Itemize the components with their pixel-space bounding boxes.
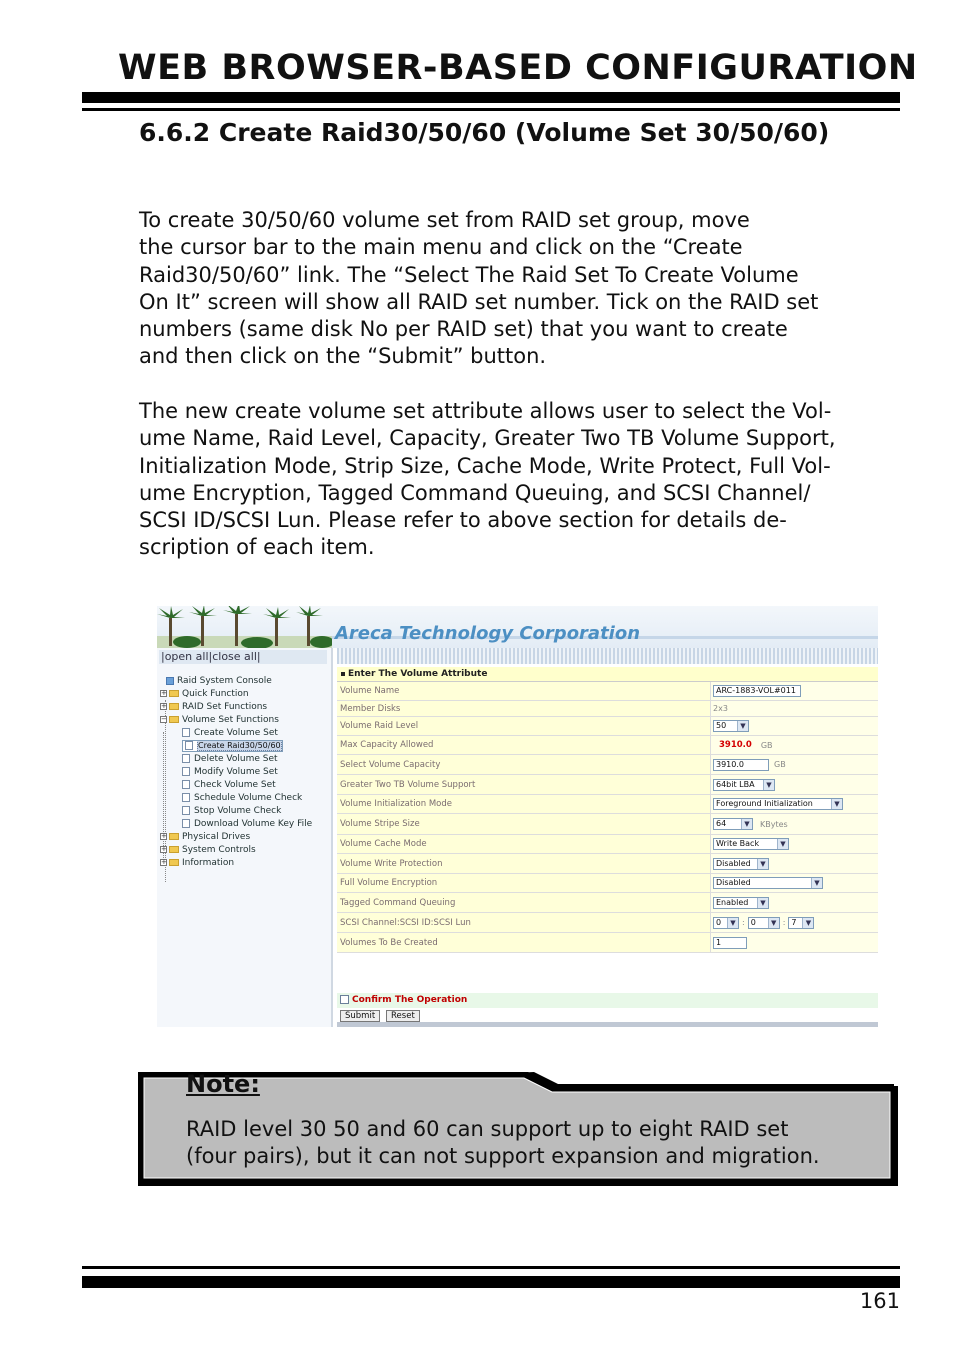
two-tb-select[interactable]: 64bit LBA ▼ [713, 779, 775, 791]
tree-item-create-volume-set[interactable]: Create Volume Set [182, 727, 278, 739]
label: Greater Two TB Volume Support [340, 779, 476, 790]
expand-icon: + [161, 702, 167, 710]
label: Max Capacity Allowed [340, 740, 434, 750]
separator: : [782, 918, 786, 927]
text-line: ume Encryption, Tagged Command Queuing, and SCSI Channel/ [139, 480, 811, 505]
note-line: RAID level 30 50 and 60 can support up to eight RAID set [186, 1117, 789, 1141]
page-icon [182, 780, 190, 789]
row-write-protection [337, 854, 878, 874]
open-close-all-links[interactable]: |open all|close all| [159, 650, 327, 664]
scsi-channel-select[interactable]: 0 ▼ [713, 917, 739, 929]
label: Volume Stripe Size [340, 819, 420, 829]
tree-item-check-volume-set[interactable]: Check Volume Set [182, 779, 276, 791]
submit-button[interactable]: Submit [340, 1010, 380, 1022]
folder-open-icon [169, 716, 179, 723]
row-scsi [337, 913, 878, 933]
scsi-lun-select[interactable]: 7 ▼ [788, 917, 814, 929]
page-icon [182, 793, 190, 802]
row-member-disks [337, 701, 878, 717]
raid-level-select[interactable]: 50 ▼ [713, 720, 749, 732]
chevron-down-icon: ▼ [802, 918, 813, 928]
chevron-down-icon: ▼ [768, 918, 779, 928]
note-title: Note: [186, 1070, 260, 1098]
company-name: Areca Technology Corporation [335, 623, 641, 644]
bullet-icon [341, 672, 345, 676]
chevron-down-icon: ▼ [757, 859, 768, 869]
page-icon [182, 728, 190, 737]
label: Volumes To Be Created [340, 937, 438, 948]
expand-icon: + [161, 689, 167, 697]
row-encryption [337, 874, 878, 893]
note-line: (four pairs), but it can not support expansion and migration. [186, 1144, 820, 1169]
page-icon [185, 741, 193, 750]
label: SCSI Channel:SCSI ID:SCSI Lun [340, 917, 471, 928]
page-icon [182, 754, 190, 763]
write-protection-select[interactable]: Disabled ▼ [713, 858, 769, 870]
tree-item-delete-volume-set[interactable]: Delete Volume Set [182, 753, 278, 765]
reset-button[interactable]: Reset [386, 1010, 420, 1022]
confirm-label: Confirm The Operation [352, 995, 468, 1005]
folder-icon [169, 833, 179, 840]
tree-item-physical-drives[interactable]: + Physical Drives [161, 832, 251, 842]
volumes-count-input[interactable]: 1 [713, 937, 747, 949]
tree-item-quick-function[interactable]: + Quick Function [161, 689, 249, 699]
label: Select Volume Capacity [340, 759, 441, 770]
cache-mode-select[interactable]: Write Back ▼ [713, 838, 789, 850]
tree-item-system-controls[interactable]: + System Controls [161, 845, 256, 855]
bottom-bar [337, 1022, 878, 1027]
form-buttons [340, 1010, 423, 1022]
header-rule-thin [82, 108, 900, 111]
page-icon [182, 767, 190, 776]
chevron-down-icon: ▼ [777, 839, 788, 849]
tree-item-stop-volume-check[interactable]: Stop Volume Check [182, 805, 281, 817]
label: Volume Name [340, 686, 400, 696]
row-stripe-size [337, 814, 878, 835]
label: Tagged Command Queuing [340, 897, 456, 908]
top-stripe [337, 648, 878, 664]
form-heading: Enter The Volume Attribute [337, 667, 878, 682]
paragraph-intro [139, 207, 904, 371]
label: Volume Initialization Mode [340, 799, 453, 809]
footer-rule [82, 1276, 900, 1288]
tree-item-modify-volume-set[interactable]: Modify Volume Set [182, 766, 278, 778]
chevron-down-icon: ▼ [727, 918, 738, 928]
label: Volume Write Protection [340, 858, 443, 869]
text-line: scription of each item. [139, 535, 375, 560]
raid-console-screenshot [157, 606, 878, 1027]
capacity-input[interactable]: 3910.0 [713, 759, 769, 771]
label: Full Volume Encryption [340, 878, 438, 888]
volume-name-input[interactable]: ARC-1883-VOL#011 [713, 685, 801, 697]
text-line: SCSI ID/SCSI Lun. Please refer to above section for details de- [139, 508, 787, 533]
tree-root[interactable]: Raid System Console [166, 675, 272, 687]
chevron-down-icon: ▼ [763, 780, 774, 790]
note-text [186, 1116, 886, 1171]
page-number: 161 [859, 1289, 900, 1313]
confirm-checkbox[interactable] [340, 995, 349, 1004]
chapter-header: WEB BROWSER-BASED CONFIGURATION [118, 48, 918, 88]
text-line: The new create volume set attribute allows user to select the Vol- [139, 399, 832, 423]
tree-item-schedule-volume-check[interactable]: Schedule Volume Check [182, 792, 302, 804]
banner [157, 606, 878, 648]
row-volume-name [337, 682, 878, 701]
text-line: the cursor bar to the main menu and click on the “Create [139, 235, 743, 260]
expand-icon: + [161, 858, 167, 866]
row-cache-mode [337, 835, 878, 854]
sidebar-menu [157, 648, 333, 1027]
label: Volume Cache Mode [340, 839, 427, 849]
unit-kbytes: KBytes [760, 819, 788, 829]
folder-icon [169, 690, 179, 697]
folder-icon [169, 859, 179, 866]
row-select-capacity [337, 755, 878, 775]
unit-gb: GB [760, 740, 773, 750]
row-max-capacity [337, 736, 878, 755]
text-line: Initialization Mode, Strip Size, Cache Mode, Write Protect, Full Vol- [139, 453, 831, 478]
palm-trees-logo [157, 606, 332, 648]
footer-rule-thin [82, 1266, 900, 1269]
tree-item-download-volume-key-file[interactable]: Download Volume Key File [182, 818, 312, 830]
main-panel [337, 648, 878, 1027]
text-line: On It” screen will show all RAID set number. Tick on the RAID set [139, 289, 819, 314]
confirm-row [337, 993, 878, 1008]
row-tcq [337, 893, 878, 913]
row-raid-level [337, 717, 878, 736]
tree-item-information[interactable]: + Information [161, 858, 235, 868]
folder-icon [169, 703, 179, 710]
chevron-down-icon: ▼ [757, 898, 768, 908]
page-icon [182, 819, 190, 828]
row-volumes-count [337, 933, 878, 953]
chevron-down-icon: ▼ [811, 878, 822, 888]
tree-item-raid-set-functions[interactable]: + RAID Set Functions [161, 702, 268, 712]
init-mode-select[interactable]: Foreground Initialization ▼ [713, 798, 843, 810]
chevron-down-icon: ▼ [741, 819, 752, 829]
menu-tree [160, 675, 313, 868]
row-init-mode [337, 795, 878, 814]
stripe-size-select[interactable]: 64 ▼ [713, 818, 753, 830]
paragraph-attributes [139, 398, 904, 562]
tree-item-volume-set-functions[interactable]: − Volume Set Functions [161, 715, 279, 725]
chevron-down-icon: ▼ [737, 721, 748, 731]
collapse-icon: − [161, 715, 167, 723]
text-line: ume Name, Raid Level, Capacity, Greater Two TB Volume Support, [139, 426, 836, 451]
folder-icon [169, 846, 179, 853]
header-rule [82, 92, 900, 103]
text-line: numbers (same disk No per RAID set) that you want to create [139, 317, 788, 342]
separator: : [742, 918, 745, 927]
chevron-down-icon: ▼ [831, 799, 842, 809]
label: Member Disks [340, 703, 401, 714]
scsi-id-select[interactable]: 0 ▼ [748, 917, 780, 929]
volume-attribute-form [337, 667, 878, 953]
unit-gb: GB [774, 760, 786, 769]
row-two-tb-support [337, 775, 878, 795]
expand-icon: + [161, 832, 167, 840]
section-title: 6.6.2 Create Raid30/50/60 (Volume Set 30/50/60) [139, 118, 830, 147]
text-line: Raid30/50/60” link. The “Select The Raid Set To Create Volume [139, 262, 799, 287]
expand-icon: + [161, 845, 167, 853]
tcq-select[interactable]: Enabled ▼ [713, 897, 769, 909]
text-line: and then click on the “Submit” button. [139, 344, 547, 369]
text-line: To create 30/50/60 volume set from RAID set group, move [139, 208, 750, 232]
console-icon [166, 677, 174, 685]
encryption-select[interactable]: Disabled ▼ [713, 877, 823, 889]
page-icon [182, 806, 190, 815]
tree-item-create-raid30-50-60[interactable]: Create Raid30/50/60 [182, 740, 283, 752]
member-disks-value: 2x3 [713, 704, 728, 713]
max-capacity-value: 3910.0 [719, 740, 752, 750]
label: Volume Raid Level [340, 721, 419, 731]
